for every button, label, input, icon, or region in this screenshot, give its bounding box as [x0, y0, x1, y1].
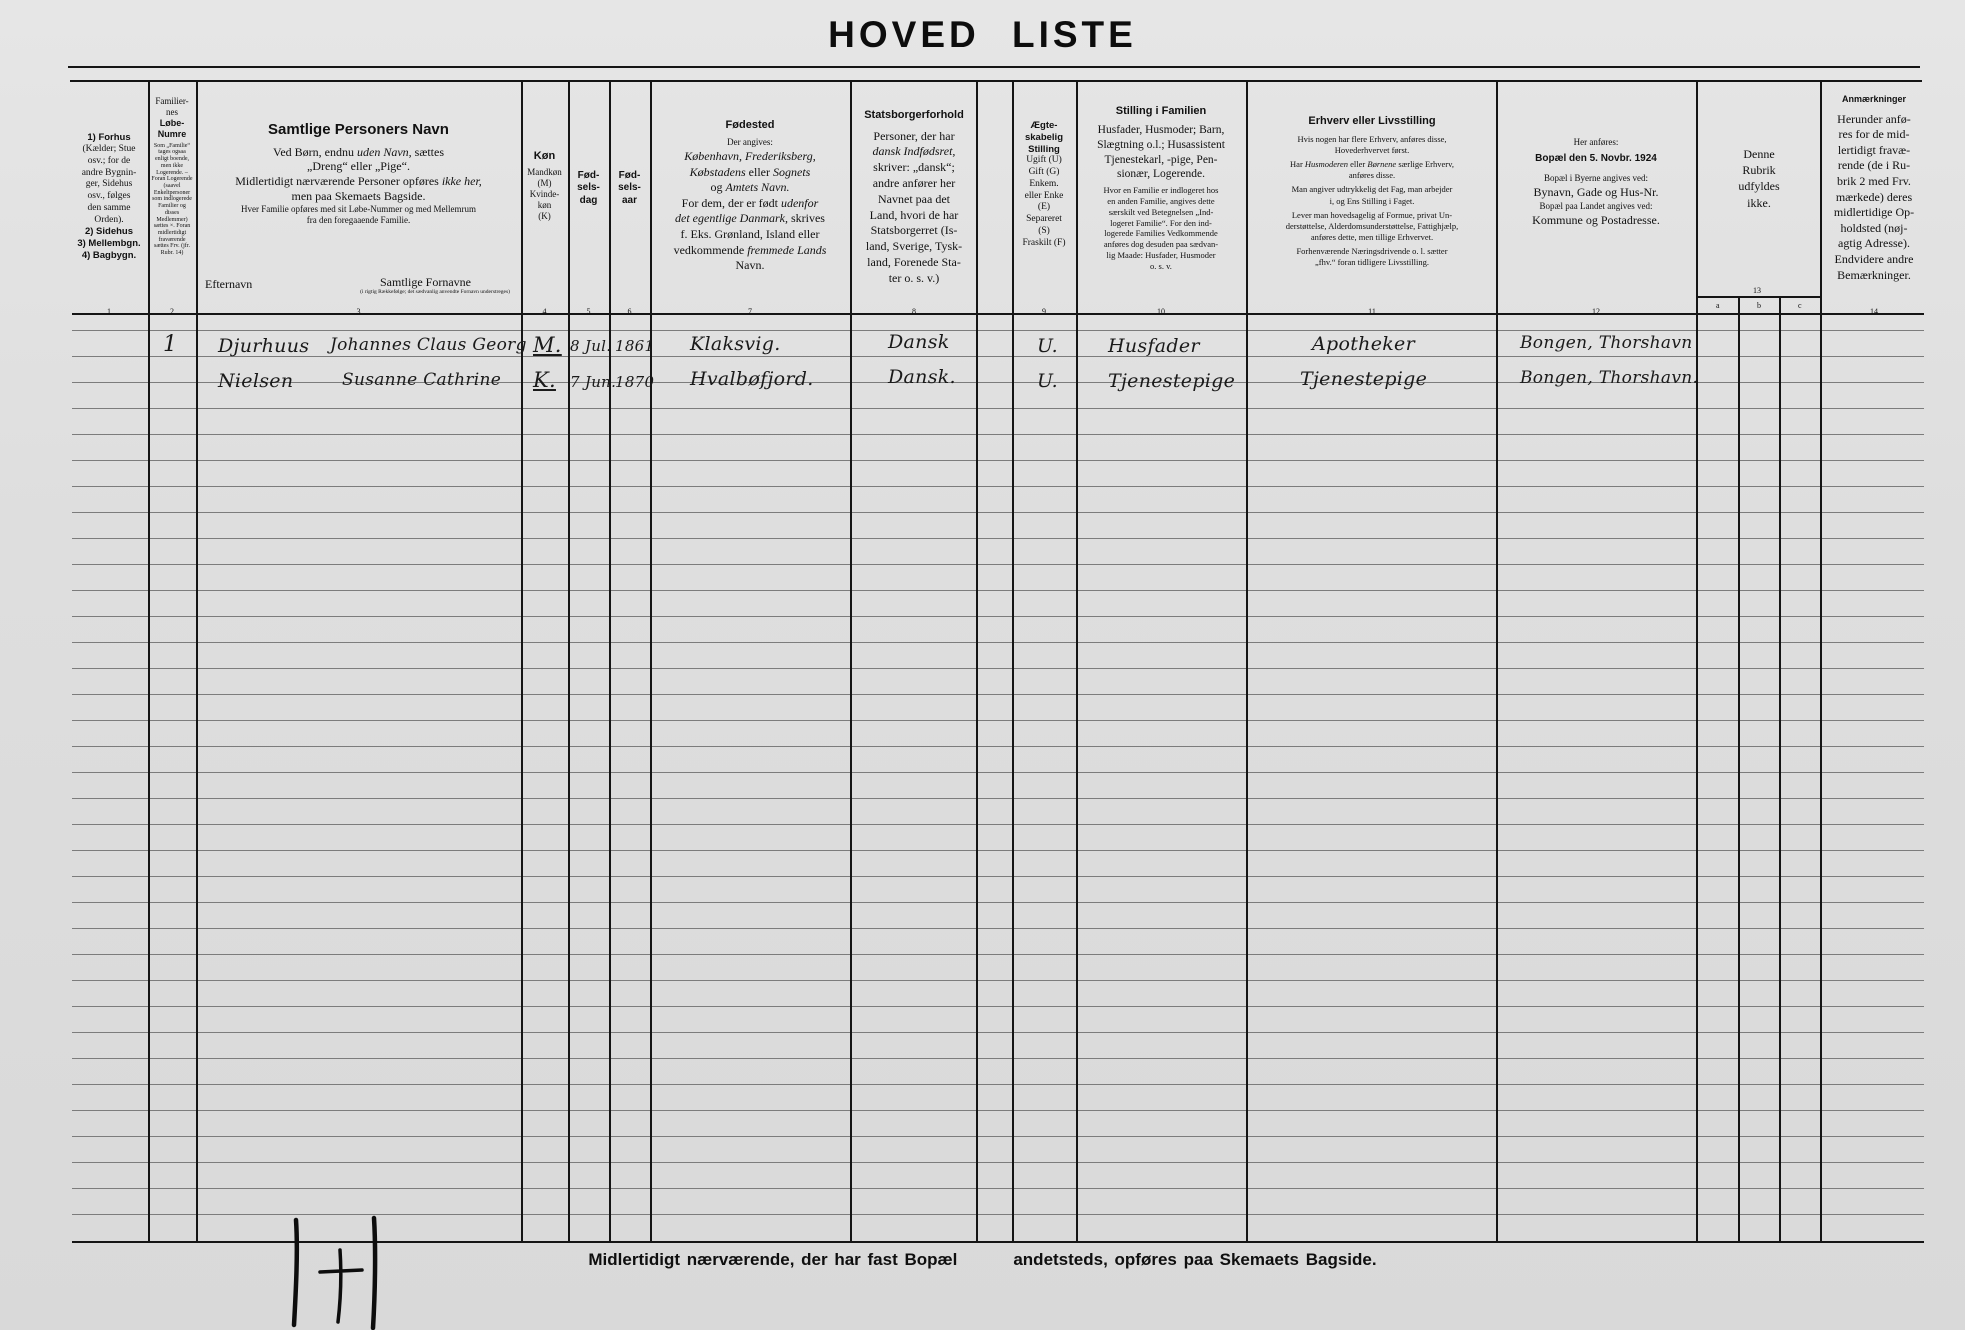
header-occupation-line: i, og Ens Stilling i Faget.	[1329, 195, 1415, 206]
ruled-line	[72, 980, 1924, 981]
header-building-line: (Kælder; Stue	[82, 144, 136, 155]
ruled-line	[72, 356, 1924, 357]
header-marital-line: skabelig	[1024, 131, 1064, 143]
header-remarks-line: holdsted (nøj-	[1840, 220, 1908, 235]
column-number: 10	[1157, 307, 1165, 316]
header-names-title: Samtlige Personers Navn	[268, 121, 449, 138]
header-office-use-line: Denne	[1743, 147, 1775, 161]
header-names-line5: Hver Familie opføres med sit Løbe-Nummer og med Mellemrum	[241, 204, 476, 214]
column-number-13: 13	[1753, 286, 1761, 295]
header-birthplace-line: Navn.	[735, 258, 765, 273]
header-birthplace-text: skrives	[787, 211, 825, 226]
ruled-line	[72, 486, 1924, 487]
surname: Djurhuus	[218, 335, 310, 357]
column-number: 6	[627, 307, 632, 316]
header-remarks-line: Herunder anfø-	[1837, 111, 1911, 126]
header-birthplace	[650, 118, 850, 288]
header-building-line: den samme	[87, 202, 131, 213]
column-divider	[1696, 80, 1698, 1242]
header-office-use-line: ikke.	[1747, 195, 1771, 210]
ruled-line	[72, 1136, 1924, 1137]
header-occupation-title: Erhverv eller Livsstilling	[1308, 115, 1436, 127]
ruled-line	[72, 330, 1924, 331]
header-residence-line: Bynavn, Gade og Hus-Nr.	[1533, 184, 1659, 199]
citizenship: Dansk.	[888, 366, 956, 388]
header-citizenship-line: skriver: „dansk“;	[873, 160, 955, 175]
ruled-line	[72, 564, 1924, 565]
header-birthplace-line	[675, 211, 825, 227]
occupation: Apotheker	[1312, 333, 1415, 355]
header-family-role-line: Tjenestekarl, -pige, Pen-	[1104, 153, 1218, 166]
column-number: 12	[1592, 307, 1600, 316]
header-birthplace-text: Købstadens	[689, 164, 746, 179]
header-marital-line: (S)	[1038, 225, 1050, 236]
header-occupation-line: Forhenværende Næringsdrivende o. l. sætter	[1296, 245, 1448, 256]
header-given-names: Samtlige Fornavne	[380, 275, 471, 289]
ruled-line	[72, 720, 1924, 721]
family-number: 1	[163, 332, 178, 357]
header-birth-year	[609, 170, 650, 230]
sex: M.	[533, 333, 562, 357]
header-marital-status	[1012, 120, 1076, 270]
header-marital-line: eller Enke	[1024, 190, 1064, 201]
header-birth-year-line: aar	[621, 194, 637, 206]
header-marital-line: Enkem.	[1029, 178, 1059, 189]
header-family-role-line: logeret Familie“. For den ind-	[1110, 217, 1212, 228]
header-names-text: sættes	[411, 144, 444, 159]
subcolumn-divider	[1779, 297, 1781, 1242]
occupation: Tjenestepige	[1300, 368, 1428, 390]
header-citizenship-line	[873, 144, 956, 160]
header-family-role-line: sionær, Logerende.	[1116, 168, 1205, 181]
ruled-line	[72, 1006, 1924, 1007]
header-birth-year-line: Fød-	[618, 170, 641, 181]
header-building-bagbygning: 4) Bagbygn.	[81, 249, 137, 261]
header-occupation	[1248, 114, 1496, 284]
header-citizenship-line: land, Sverige, Tysk-	[865, 239, 963, 254]
form-title: HOVED LISTE	[828, 14, 1137, 55]
header-occupation-text: Har	[1290, 159, 1305, 170]
header-birthplace-line: f. Eks. Grønland, Island eller	[680, 226, 820, 241]
header-birth-year-line: sels-	[618, 182, 641, 194]
ruled-line	[72, 460, 1924, 461]
header-birthplace-text: København, Frederiksberg,	[684, 148, 816, 163]
birth-day: 7 Jun.	[570, 373, 617, 391]
header-birthplace-line	[684, 149, 815, 165]
header-building	[70, 92, 148, 302]
column-number: 3	[356, 307, 361, 316]
header-residence-line: Her anføres:	[1573, 137, 1619, 147]
header-names-text: Midlertidigt nærværende Personer opføres	[235, 174, 442, 189]
header-birth-day-line: dag	[579, 194, 598, 206]
ruled-line	[72, 1032, 1924, 1033]
header-family-line: Numre	[157, 129, 187, 140]
header-sex-title: Køn	[533, 150, 556, 162]
header-surname: Efternavn	[205, 277, 253, 291]
sex: K.	[533, 368, 556, 392]
header-birthplace-line: Der angives:	[727, 137, 773, 148]
header-birth-day	[568, 170, 609, 230]
birthplace: Hvalbøfjord.	[690, 368, 814, 390]
birth-year: 1870	[615, 373, 655, 391]
header-family-line: nes	[166, 107, 178, 118]
column-number: 14	[1870, 307, 1878, 316]
header-names-line3	[235, 174, 482, 189]
header-building-sidehus: 2) Sidehus	[84, 226, 134, 238]
column-number: 1	[107, 307, 111, 316]
header-remarks-line: mærkede) deres	[1835, 189, 1913, 204]
column-number: 5	[586, 307, 591, 316]
header-names-line2: „Dreng“ eller „Pige“.	[307, 159, 410, 174]
header-sex-line: Kvinde-	[529, 188, 560, 199]
header-birthplace-text: fremmede Lands	[747, 242, 827, 257]
header-birthplace-text: det egentlige Danmark,	[675, 211, 788, 226]
header-names-line4: men paa Skemaets Bagside.	[291, 189, 426, 204]
header-birth-day-line: sels-	[577, 182, 600, 194]
header-family-role-line: lig Maade: Husfader, Husmoder	[1106, 250, 1216, 261]
header-birthplace-text: For dem, der er født	[681, 195, 781, 210]
column-number: 8	[912, 307, 916, 316]
header-residence-line: Bopæl paa Landet angives ved:	[1539, 200, 1653, 211]
header-birth-day-line: Fød-	[577, 170, 600, 181]
header-citizenship-line: Statsborgerret (Is-	[870, 223, 958, 238]
header-occupation-line: Hovederhvervet først.	[1334, 145, 1410, 156]
header-family-role-title: Stilling i Familien	[1115, 105, 1207, 117]
header-remarks-line: res for de mid-	[1838, 127, 1910, 142]
ruled-line	[72, 746, 1924, 747]
header-family-line: Familier-	[155, 96, 189, 106]
header-residence-line: Kommune og Postadresse.	[1532, 213, 1660, 228]
ruled-line	[72, 928, 1924, 929]
frame-line-top	[68, 66, 1920, 68]
header-building-line: osv.; for de	[87, 155, 131, 166]
column-divider	[568, 80, 570, 1242]
header-marital-line: (E)	[1037, 202, 1051, 213]
header-family-role-line: o. s. v.	[1150, 261, 1172, 272]
citizenship: Dansk	[888, 331, 950, 353]
header-remarks-line: Bemærkninger.	[1837, 267, 1911, 282]
header-building-line: osv., følges	[87, 191, 131, 202]
header-residence-line: Bopæl den 5. Novbr. 1924	[1535, 153, 1657, 165]
header-marital-line: Ugift (U)	[1026, 155, 1062, 166]
header-family-note: Som „Familie“ tages ogsaa enligt boende, men ikke Logerende. – Foran Logerende (saavel Enkeltpersoner som indlogerede Familier og disses Medlemmer) sættes ×. Foran midlertidigt fraværende sættes Frv. (jfr. Rubr. 14)	[151, 142, 193, 257]
header-citizenship-text: dansk Indfødsret,	[872, 144, 956, 159]
header-remarks	[1822, 94, 1926, 284]
column-number: 4	[542, 307, 547, 316]
subcolumn-line	[1696, 296, 1820, 298]
ruled-line	[72, 538, 1924, 539]
ruled-line	[72, 876, 1924, 877]
header-remarks-line: Endvidere andre	[1834, 252, 1914, 267]
header-sex-line: (M)	[537, 177, 552, 188]
header-family-role-line: en anden Familie, angives dette	[1107, 195, 1215, 206]
header-names-line1	[273, 145, 444, 160]
column-divider	[609, 80, 611, 1242]
header-marital-line: Gift (G)	[1028, 167, 1060, 178]
header-names-text: ikke her,	[441, 174, 482, 189]
ruled-line	[72, 954, 1924, 955]
footer-note	[0, 1250, 1965, 1270]
subcolumn-b: b	[1757, 301, 1761, 310]
header-family-line: Løbe-	[159, 118, 185, 129]
header-given-names-note: (i rigtig Rækkefølge; det sædvanlig anvendte Fornavn understreges)	[360, 289, 510, 295]
header-occupation-line: Hvis nogen har flere Erhverv, anføres disse,	[1297, 134, 1447, 145]
given-names: Johannes Claus Georg	[330, 335, 527, 355]
header-sex-line: Mandkøn	[527, 166, 562, 177]
header-birthplace-line	[711, 180, 790, 196]
footer-note-part2: andetsteds, opføres paa Skemaets Bagside.	[1013, 1250, 1377, 1269]
ruled-line	[72, 850, 1924, 851]
header-occupation-line	[1290, 159, 1454, 170]
header-family-role	[1076, 104, 1246, 284]
header-family-role-line: logerede Families Vedkommende	[1104, 228, 1218, 239]
header-building-line: ger, Sidehus	[85, 179, 133, 190]
header-sex-line: køn	[537, 200, 552, 211]
family-role: Tjenestepige	[1108, 370, 1236, 392]
ruled-line	[72, 902, 1924, 903]
header-citizenship-line: land, Forenede Sta-	[867, 255, 961, 270]
given-names: Susanne Cathrine	[342, 370, 502, 390]
header-birthplace-line	[682, 196, 819, 212]
header-family-number	[148, 92, 196, 302]
header-citizenship-title: Statsborgerforhold	[864, 109, 964, 121]
family-role: Husfader	[1108, 335, 1200, 357]
header-remarks-line: midlertidige Op-	[1833, 205, 1915, 220]
ruled-line	[72, 408, 1924, 409]
header-citizenship-line: Personer, der har	[873, 128, 955, 143]
ruled-line	[72, 668, 1924, 669]
marital-status: U.	[1037, 335, 1058, 357]
ruled-line	[72, 1058, 1924, 1059]
header-birthplace-title: Fødested	[725, 119, 775, 131]
subcolumn-c: c	[1798, 301, 1802, 310]
header-citizenship	[852, 108, 976, 288]
ruled-line	[72, 512, 1924, 513]
header-citizenship-line: andre anfører her	[872, 176, 956, 190]
header-names-text: uden Navn,	[357, 144, 412, 159]
header-family-role-line: Husfader, Husmoder; Barn,	[1097, 124, 1225, 137]
header-occupation-text: særlige Erhverv,	[1396, 159, 1454, 170]
header-building-forhus: 1) Forhus	[87, 132, 131, 144]
header-remarks-line: lertidigt fravæ-	[1837, 142, 1911, 157]
birthplace: Klaksvig.	[690, 333, 781, 355]
header-remarks-title: Anmærkninger	[1841, 94, 1906, 104]
header-family-role-line: Slægtning o.l.; Husassistent	[1097, 138, 1225, 151]
header-office-use-line: udfyldes	[1738, 179, 1780, 194]
column-number: 11	[1368, 307, 1376, 316]
frame-line-top-inner	[70, 80, 1922, 82]
header-marital-line: Stilling	[1028, 143, 1060, 155]
header-birthplace-line	[690, 165, 811, 181]
header-office-use-line: Rubrik	[1742, 163, 1776, 178]
header-occupation-text: eller	[1348, 159, 1368, 170]
footer-note-part1: Midlertidigt nærværende, der har fast Bopæl	[588, 1250, 958, 1269]
header-building-line: andre Bygnin-	[81, 167, 137, 178]
ruled-line	[72, 694, 1924, 695]
header-occupation-line: Lever man hovedsagelig af Formue, privat Un-	[1291, 209, 1453, 220]
column-divider	[1496, 80, 1498, 1242]
ruled-line	[72, 616, 1924, 617]
header-sex	[521, 150, 568, 240]
header-family-role-line: anføres dog desuden paa sædvan-	[1103, 239, 1219, 250]
header-residence	[1496, 136, 1696, 246]
header-citizenship-line: Land, hvori de har	[869, 207, 959, 222]
column-divider	[976, 80, 978, 1242]
ruled-line	[72, 798, 1924, 799]
header-birthplace-text: Sognets	[773, 164, 811, 179]
header-family-role-line: særskilt ved Betegnelsen „Ind-	[1108, 206, 1214, 217]
header-remarks-line: rende (de i Ru-	[1837, 158, 1911, 173]
header-birthplace-text: Amtets Navn.	[725, 180, 790, 195]
marital-status: U.	[1037, 370, 1058, 392]
birth-year: 1861	[615, 337, 655, 355]
column-divider	[521, 80, 523, 1242]
header-occupation-line: derstøttelse, Alderdomsunderstøttelse, Fattighjælp,	[1285, 220, 1459, 231]
header-birthplace-line	[674, 243, 827, 259]
ruled-line	[72, 642, 1924, 643]
header-building-line: Orden).	[94, 214, 124, 225]
header-birthplace-text: vedkommende	[673, 242, 748, 257]
column-number: 2	[170, 307, 174, 316]
residence: Bongen, Thorshavn	[1520, 333, 1693, 353]
header-occupation-text: Børnene	[1367, 159, 1397, 170]
header-occupation-line: anføres dette, men tillige Erhvervet.	[1310, 231, 1434, 242]
subcolumn-divider	[1738, 297, 1740, 1242]
folio-mark	[280, 1210, 390, 1330]
ruled-line	[72, 1162, 1924, 1163]
residence: Bongen, Thorshavn.	[1520, 368, 1699, 388]
header-remarks-line: brik 2 med Frv.	[1837, 174, 1911, 189]
header-building-mellembygning: 3) Mellembgn.	[77, 238, 141, 250]
header-family-role-line: Hvor en Familie er indlogeret hos	[1103, 184, 1219, 195]
ruled-line	[72, 1188, 1924, 1189]
header-citizenship-line: ter o. s. v.)	[888, 270, 940, 285]
header-citizenship-line: Navnet paa det	[878, 191, 950, 206]
ruled-line	[72, 824, 1924, 825]
header-occupation-line: Man angiver udtrykkelig det Fag, man arbejder	[1291, 184, 1453, 195]
surname: Nielsen	[218, 370, 294, 392]
header-birthplace-text: eller	[745, 164, 773, 179]
subcolumn-a: a	[1716, 301, 1720, 310]
ruled-line	[72, 772, 1924, 773]
header-occupation-line: „fhv.“ foran tidligere Livsstilling.	[1315, 256, 1429, 267]
header-remarks-line: agtig Adresse).	[1838, 236, 1910, 251]
header-birthplace-text: udenfor	[780, 195, 819, 210]
header-residence-line: Bopæl i Byerne angives ved:	[1544, 172, 1648, 183]
birth-day: 8 Jul.	[570, 337, 612, 355]
header-names	[196, 120, 521, 260]
header-sex-line: (K)	[538, 211, 551, 222]
header-marital-line: Fraskilt (F)	[1022, 237, 1066, 248]
ruled-line	[72, 434, 1924, 435]
ruled-line	[72, 590, 1924, 591]
ruled-line	[72, 1110, 1924, 1111]
header-birthplace-text: og	[710, 180, 726, 195]
column-number: 9	[1042, 307, 1046, 316]
ruled-line	[72, 1084, 1924, 1085]
header-occupation-text: Husmoderen	[1304, 159, 1349, 170]
header-marital-line: Ægte-	[1030, 120, 1058, 131]
column-number: 7	[748, 307, 752, 316]
header-office-use	[1698, 146, 1820, 216]
header-occupation-line: anføres disse.	[1348, 170, 1396, 181]
header-names-text: Ved Børn, endnu	[273, 144, 357, 159]
header-marital-line: Separeret	[1026, 214, 1062, 225]
header-names-line6: fra den foregaaende Familie.	[306, 215, 411, 226]
